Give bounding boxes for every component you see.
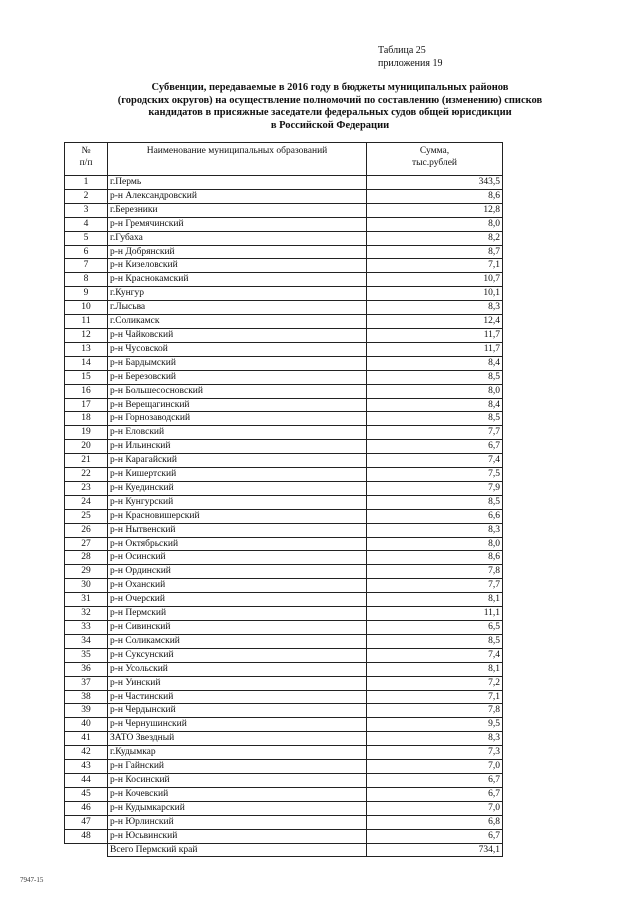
row-sum: 7,9 bbox=[367, 481, 503, 495]
row-number: 38 bbox=[65, 690, 108, 704]
row-sum: 8,0 bbox=[367, 384, 503, 398]
row-municipality: р-н Ординский bbox=[108, 565, 367, 579]
row-sum: 8,4 bbox=[367, 356, 503, 370]
table-row bbox=[65, 370, 503, 384]
row-sum: 7,4 bbox=[367, 648, 503, 662]
row-number: 12 bbox=[65, 328, 108, 342]
row-number: 4 bbox=[65, 217, 108, 231]
row-municipality: р-н Суксунский bbox=[108, 648, 367, 662]
table-number: Таблица 25 bbox=[378, 45, 426, 56]
row-number: 28 bbox=[65, 551, 108, 565]
row-sum: 6,7 bbox=[367, 440, 503, 454]
row-sum: 8,7 bbox=[367, 245, 503, 259]
row-sum: 8,2 bbox=[367, 231, 503, 245]
row-municipality: р-н Еловский bbox=[108, 426, 367, 440]
header-number-line-1: № bbox=[81, 146, 91, 156]
row-number: 11 bbox=[65, 315, 108, 329]
row-municipality: р-н Кунгурский bbox=[108, 495, 367, 509]
row-number: 22 bbox=[65, 468, 108, 482]
row-number: 16 bbox=[65, 384, 108, 398]
table-row bbox=[65, 245, 503, 259]
row-municipality: р-н Соликамский bbox=[108, 634, 367, 648]
row-sum: 7,8 bbox=[367, 565, 503, 579]
table-row bbox=[65, 676, 503, 690]
table-row bbox=[65, 801, 503, 815]
row-number: 44 bbox=[65, 773, 108, 787]
table-row bbox=[65, 356, 503, 370]
total-row bbox=[65, 843, 503, 857]
row-number: 42 bbox=[65, 746, 108, 760]
row-sum: 8,5 bbox=[367, 370, 503, 384]
row-number: 1 bbox=[65, 176, 108, 190]
table-row bbox=[65, 509, 503, 523]
row-municipality: р-н Сивинский bbox=[108, 621, 367, 635]
row-municipality: р-н Осинский bbox=[108, 551, 367, 565]
table-row bbox=[65, 495, 503, 509]
row-sum: 7,4 bbox=[367, 454, 503, 468]
row-number: 2 bbox=[65, 189, 108, 203]
row-number: 3 bbox=[65, 203, 108, 217]
table-row bbox=[65, 523, 503, 537]
row-sum: 11,1 bbox=[367, 607, 503, 621]
table-row bbox=[65, 690, 503, 704]
row-municipality: р-н Верещагинский bbox=[108, 398, 367, 412]
table-row bbox=[65, 384, 503, 398]
row-sum: 7,0 bbox=[367, 801, 503, 815]
row-sum: 12,8 bbox=[367, 203, 503, 217]
row-number: 30 bbox=[65, 579, 108, 593]
row-sum: 8,5 bbox=[367, 634, 503, 648]
row-municipality: р-н Оханский bbox=[108, 579, 367, 593]
row-sum: 8,3 bbox=[367, 732, 503, 746]
row-municipality: р-н Гайнский bbox=[108, 760, 367, 774]
row-number: 39 bbox=[65, 704, 108, 718]
row-number: 25 bbox=[65, 509, 108, 523]
row-number: 32 bbox=[65, 607, 108, 621]
table-row bbox=[65, 634, 503, 648]
row-municipality: р-н Гремячинский bbox=[108, 217, 367, 231]
row-municipality: р-н Чернушинский bbox=[108, 718, 367, 732]
row-sum: 8,3 bbox=[367, 301, 503, 315]
appendix-number: приложения 19 bbox=[378, 58, 443, 69]
header-number bbox=[65, 143, 108, 176]
table-row bbox=[65, 468, 503, 482]
table-row bbox=[65, 273, 503, 287]
row-sum: 9,5 bbox=[367, 718, 503, 732]
row-sum: 8,0 bbox=[367, 537, 503, 551]
row-sum: 12,4 bbox=[367, 315, 503, 329]
table-row bbox=[65, 217, 503, 231]
row-sum: 6,7 bbox=[367, 787, 503, 801]
row-sum: 7,7 bbox=[367, 579, 503, 593]
row-number: 5 bbox=[65, 231, 108, 245]
header-municipality: Наименование муниципальных образований bbox=[108, 143, 367, 176]
row-municipality: р-н Большесосновский bbox=[108, 384, 367, 398]
table-row bbox=[65, 398, 503, 412]
row-municipality: р-н Красновишерский bbox=[108, 509, 367, 523]
row-sum: 7,1 bbox=[367, 690, 503, 704]
table-row bbox=[65, 481, 503, 495]
row-municipality: р-н Куединский bbox=[108, 481, 367, 495]
row-sum: 7,2 bbox=[367, 676, 503, 690]
row-municipality: р-н Усольский bbox=[108, 662, 367, 676]
document-code: 7947-15 bbox=[20, 876, 44, 884]
row-municipality: р-н Чердынский bbox=[108, 704, 367, 718]
table-row bbox=[65, 328, 503, 342]
row-number: 17 bbox=[65, 398, 108, 412]
table-row bbox=[65, 203, 503, 217]
row-sum: 11,7 bbox=[367, 342, 503, 356]
total-sum: 734,1 bbox=[367, 843, 503, 857]
row-number: 43 bbox=[65, 760, 108, 774]
row-number: 8 bbox=[65, 273, 108, 287]
table-row bbox=[65, 231, 503, 245]
row-number: 29 bbox=[65, 565, 108, 579]
table-row bbox=[65, 732, 503, 746]
row-number: 46 bbox=[65, 801, 108, 815]
row-municipality: р-н Юсьвинский bbox=[108, 829, 367, 843]
row-sum: 6,6 bbox=[367, 509, 503, 523]
header-sum bbox=[367, 143, 503, 176]
row-number: 40 bbox=[65, 718, 108, 732]
row-number: 34 bbox=[65, 634, 108, 648]
row-number: 27 bbox=[65, 537, 108, 551]
document-title bbox=[60, 82, 600, 132]
row-number: 37 bbox=[65, 676, 108, 690]
total-label: Всего Пермский край bbox=[108, 843, 367, 857]
table-row bbox=[65, 426, 503, 440]
row-sum: 6,5 bbox=[367, 621, 503, 635]
row-municipality: р-н Кишертский bbox=[108, 468, 367, 482]
row-municipality: р-н Александровский bbox=[108, 189, 367, 203]
row-sum: 7,1 bbox=[367, 259, 503, 273]
row-sum: 8,6 bbox=[367, 551, 503, 565]
row-number: 33 bbox=[65, 621, 108, 635]
row-number: 31 bbox=[65, 593, 108, 607]
table-row bbox=[65, 342, 503, 356]
row-number: 26 bbox=[65, 523, 108, 537]
table-row bbox=[65, 718, 503, 732]
row-number: 14 bbox=[65, 356, 108, 370]
row-municipality: р-н Березовский bbox=[108, 370, 367, 384]
row-sum: 8,1 bbox=[367, 593, 503, 607]
row-sum: 7,0 bbox=[367, 760, 503, 774]
row-sum: 11,7 bbox=[367, 328, 503, 342]
row-sum: 8,3 bbox=[367, 523, 503, 537]
row-municipality: р-н Краснокамский bbox=[108, 273, 367, 287]
row-municipality: р-н Октябрьский bbox=[108, 537, 367, 551]
row-municipality: р-н Чайковский bbox=[108, 328, 367, 342]
table-row bbox=[65, 787, 503, 801]
row-sum: 10,7 bbox=[367, 273, 503, 287]
row-municipality: р-н Нытвенский bbox=[108, 523, 367, 537]
table-row bbox=[65, 440, 503, 454]
table-row bbox=[65, 746, 503, 760]
row-number: 48 bbox=[65, 829, 108, 843]
row-number: 6 bbox=[65, 245, 108, 259]
header-sum-line-2: тыс.рублей bbox=[411, 158, 457, 168]
table-row bbox=[65, 773, 503, 787]
row-sum: 10,1 bbox=[367, 287, 503, 301]
row-sum: 6,7 bbox=[367, 829, 503, 843]
row-number: 15 bbox=[65, 370, 108, 384]
row-municipality: р-н Кочевский bbox=[108, 787, 367, 801]
row-number: 35 bbox=[65, 648, 108, 662]
row-municipality: р-н Карагайский bbox=[108, 454, 367, 468]
row-sum: 6,7 bbox=[367, 773, 503, 787]
row-sum: 7,5 bbox=[367, 468, 503, 482]
row-municipality: р-н Горнозаводский bbox=[108, 412, 367, 426]
table-row bbox=[65, 704, 503, 718]
title-line-2: (городских округов) на осуществление полномочий по составлению (изменению) списков bbox=[117, 94, 543, 106]
table-row bbox=[65, 301, 503, 315]
row-municipality: р-н Бардымский bbox=[108, 356, 367, 370]
row-municipality: г.Березники bbox=[108, 203, 367, 217]
table-row bbox=[65, 662, 503, 676]
row-sum: 8,5 bbox=[367, 495, 503, 509]
subsidies-table bbox=[64, 142, 503, 857]
table-row bbox=[65, 454, 503, 468]
row-sum: 7,8 bbox=[367, 704, 503, 718]
row-number: 36 bbox=[65, 662, 108, 676]
table-row bbox=[65, 760, 503, 774]
row-number: 13 bbox=[65, 342, 108, 356]
row-municipality: г.Пермь bbox=[108, 176, 367, 190]
row-sum: 8,0 bbox=[367, 217, 503, 231]
title-line-4: в Российской Федерации bbox=[270, 119, 390, 131]
row-sum: 343,5 bbox=[367, 176, 503, 190]
row-number: 24 bbox=[65, 495, 108, 509]
row-number: 10 bbox=[65, 301, 108, 315]
row-number: 19 bbox=[65, 426, 108, 440]
table-row bbox=[65, 315, 503, 329]
row-municipality: р-н Частинский bbox=[108, 690, 367, 704]
row-number: 9 bbox=[65, 287, 108, 301]
header-sum-line-1: Сумма, bbox=[419, 146, 450, 156]
row-municipality: г.Кунгур bbox=[108, 287, 367, 301]
table-row bbox=[65, 579, 503, 593]
row-sum: 8,4 bbox=[367, 398, 503, 412]
title-line-3: кандидатов в присяжные заседатели федеральных судов общей юрисдикции bbox=[148, 107, 512, 118]
row-municipality: р-н Добрянский bbox=[108, 245, 367, 259]
row-number: 18 bbox=[65, 412, 108, 426]
row-sum: 8,6 bbox=[367, 189, 503, 203]
row-municipality: г.Соликамск bbox=[108, 315, 367, 329]
table-header-row bbox=[65, 143, 503, 176]
row-sum: 7,7 bbox=[367, 426, 503, 440]
table-row bbox=[65, 189, 503, 203]
row-municipality: г.Кудымкар bbox=[108, 746, 367, 760]
row-municipality: р-н Чусовской bbox=[108, 342, 367, 356]
table-row bbox=[65, 593, 503, 607]
table-body bbox=[65, 176, 503, 844]
table-row bbox=[65, 648, 503, 662]
table-row bbox=[65, 621, 503, 635]
row-number: 21 bbox=[65, 454, 108, 468]
row-sum: 6,8 bbox=[367, 815, 503, 829]
row-municipality: р-н Юрлинский bbox=[108, 815, 367, 829]
table-row bbox=[65, 551, 503, 565]
row-municipality: р-н Очерский bbox=[108, 593, 367, 607]
row-number: 45 bbox=[65, 787, 108, 801]
row-sum: 8,5 bbox=[367, 412, 503, 426]
row-municipality: г.Лысьва bbox=[108, 301, 367, 315]
row-municipality: ЗАТО Звездный bbox=[108, 732, 367, 746]
row-number: 47 bbox=[65, 815, 108, 829]
table-row bbox=[65, 412, 503, 426]
row-municipality: р-н Кизеловский bbox=[108, 259, 367, 273]
row-number: 23 bbox=[65, 481, 108, 495]
table-row bbox=[65, 537, 503, 551]
total-spacer bbox=[65, 843, 108, 857]
table-row bbox=[65, 565, 503, 579]
table-reference bbox=[378, 44, 442, 70]
row-sum: 8,1 bbox=[367, 662, 503, 676]
row-municipality: р-н Пермский bbox=[108, 607, 367, 621]
row-municipality: р-н Ильинский bbox=[108, 440, 367, 454]
table-row bbox=[65, 815, 503, 829]
table-row bbox=[65, 607, 503, 621]
table-row bbox=[65, 259, 503, 273]
table-row bbox=[65, 176, 503, 190]
row-municipality: р-н Уинский bbox=[108, 676, 367, 690]
row-municipality: г.Губаха bbox=[108, 231, 367, 245]
row-number: 7 bbox=[65, 259, 108, 273]
row-number: 20 bbox=[65, 440, 108, 454]
table-row bbox=[65, 829, 503, 843]
table-row bbox=[65, 287, 503, 301]
row-municipality: р-н Косинский bbox=[108, 773, 367, 787]
header-number-line-2: п/п bbox=[79, 158, 93, 168]
row-municipality: р-н Кудымкарский bbox=[108, 801, 367, 815]
row-number: 41 bbox=[65, 732, 108, 746]
row-sum: 7,3 bbox=[367, 746, 503, 760]
title-line-1: Субвенции, передаваемые в 2016 году в бюджеты муниципальных районов bbox=[151, 82, 509, 93]
